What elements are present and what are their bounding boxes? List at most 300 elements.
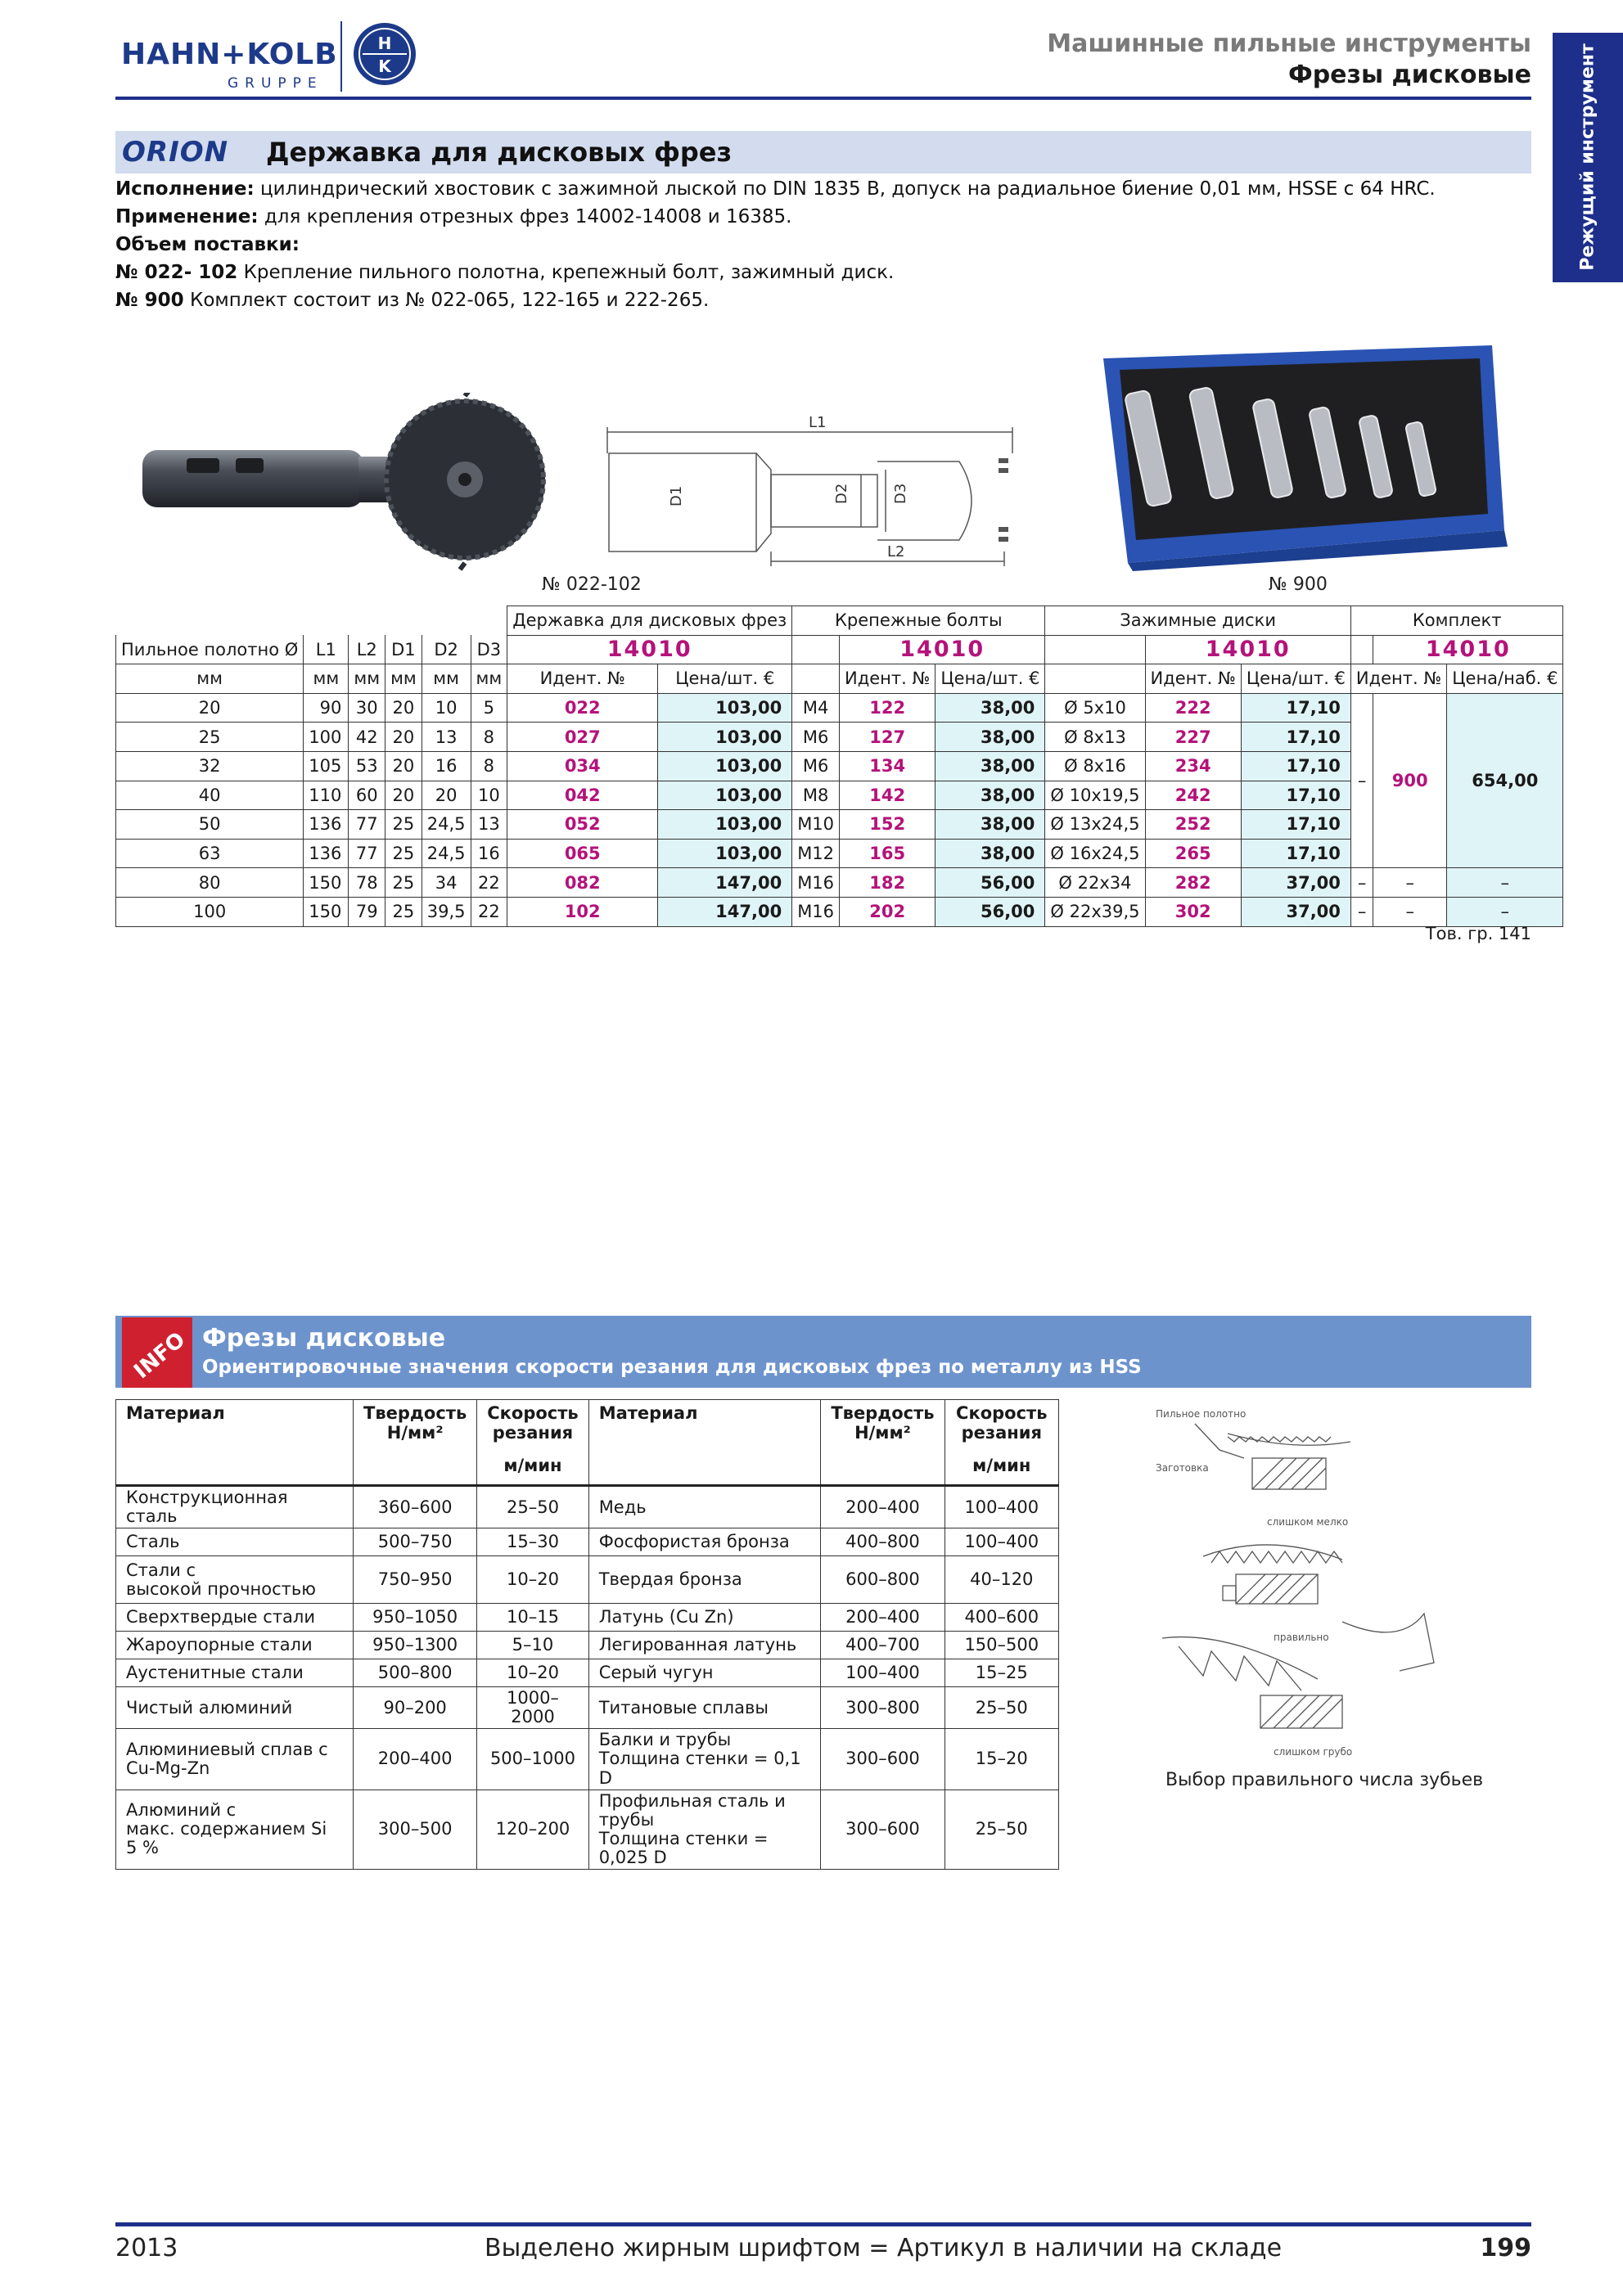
cell-holder-id[interactable]: 052	[507, 810, 658, 840]
product-title: Державка для дисковых фрез	[266, 137, 733, 168]
cell-set-price: –	[1447, 897, 1563, 926]
unit-cell: мм	[116, 664, 304, 694]
cell-d2: 24,5	[422, 810, 471, 840]
cell-hardness: 300–800	[821, 1687, 944, 1729]
unit-cell: мм	[349, 664, 385, 694]
cell-l1: 136	[304, 839, 349, 868]
cell-l2: 42	[349, 723, 385, 752]
cell-holder-price: 103,00	[658, 810, 792, 840]
desc-text: Крепление пильного полотна, крепежный болт, зажимный диск.	[237, 262, 895, 283]
cell-l1: 100	[304, 723, 349, 752]
group-set: Комплект	[1350, 606, 1562, 636]
cell-d3: 22	[471, 868, 507, 898]
svg-text:INFO: INFO	[129, 1327, 191, 1384]
svg-text:K: K	[378, 56, 391, 76]
subcategory-title: Фрезы дисковые	[1287, 61, 1531, 89]
cell-bolt: M8	[792, 781, 840, 810]
cell-bolt: M6	[792, 723, 840, 752]
cell-d2: 13	[422, 723, 471, 752]
cell-l2: 60	[349, 781, 385, 810]
table-row	[116, 868, 1563, 898]
cell-d1: 20	[385, 723, 422, 752]
header-speed	[477, 1400, 588, 1486]
table-row	[116, 781, 1563, 810]
cell-d1: 25	[385, 839, 422, 868]
cell-disc-price: 17,10	[1241, 751, 1350, 781]
cell-bolt-id[interactable]: 165	[840, 839, 935, 868]
speed-table-row	[116, 1604, 1059, 1632]
cell-holder-price: 147,00	[658, 868, 792, 898]
cell-dia: 50	[116, 810, 304, 840]
cell-disc: Ø 13x24,5	[1045, 810, 1145, 840]
cell-bolt-price: 38,00	[935, 810, 1045, 840]
caption-holder: № 022-102	[542, 574, 642, 595]
cell-d3: 16	[471, 839, 507, 868]
subheader-price: Цена/шт. €	[1241, 664, 1350, 694]
cell-speed: 120–200	[477, 1790, 588, 1869]
cell-speed: 1000–2000	[477, 1687, 588, 1729]
cell-speed: 150–500	[944, 1632, 1058, 1659]
cell-d3: 8	[471, 723, 507, 752]
speed-table-row	[116, 1632, 1059, 1659]
cell-material: Сверхтвердые стали	[116, 1604, 354, 1632]
cell-d3: 10	[471, 781, 507, 810]
cell-bolt: M16	[792, 897, 840, 926]
cell-speed: 40–120	[944, 1556, 1058, 1604]
blank-cell	[792, 664, 840, 694]
cell-hardness: 500–800	[354, 1659, 477, 1687]
product-group-note: Тов. гр. 141	[1425, 924, 1531, 943]
blank-cell	[792, 635, 840, 664]
cell-holder-id[interactable]: 065	[507, 839, 658, 868]
table-row	[116, 839, 1563, 868]
cell-l2: 30	[349, 693, 385, 723]
cell-d1: 25	[385, 868, 422, 898]
cell-bolt-id[interactable]: 182	[840, 868, 935, 898]
cell-bolt: M16	[792, 868, 840, 898]
cell-disc-price: 17,10	[1241, 781, 1350, 810]
cell-d2: 39,5	[422, 897, 471, 926]
speed-table-row	[116, 1687, 1059, 1729]
header-material: Материал	[588, 1400, 821, 1486]
cell-material: Алюминий с макс. содержанием Si 5 %	[116, 1790, 354, 1869]
cell-hardness: 300–600	[821, 1790, 944, 1869]
speed-table-row	[116, 1556, 1059, 1604]
dim-d2-label: D2	[833, 483, 850, 504]
cell-d1: 25	[385, 897, 422, 926]
cutting-speed-table	[115, 1399, 1059, 1870]
cell-hardness: 400–700	[821, 1632, 944, 1659]
cell-speed: 25–50	[477, 1486, 588, 1528]
dim-l1-label: L1	[809, 414, 827, 431]
blank-cell	[116, 606, 507, 636]
cell-disc: Ø 22x34	[1045, 868, 1145, 898]
unit-cell: мм	[471, 664, 507, 694]
cell-material: Латунь (Cu Zn)	[588, 1604, 821, 1632]
speed-table-row	[116, 1486, 1059, 1528]
subheader-price: Цена/шт. €	[935, 664, 1045, 694]
cell-hardness: 300–500	[354, 1790, 477, 1869]
cell-holder-price: 103,00	[658, 723, 792, 752]
cell-dia: 32	[116, 751, 304, 781]
label-too-fine: слишком мелко	[1267, 1516, 1349, 1528]
holder-photo	[138, 393, 579, 581]
cell-d2: 20	[422, 781, 471, 810]
subheader-ident: Идент. №	[507, 664, 658, 694]
cell-d3: 13	[471, 810, 507, 840]
header-l2: L2	[349, 635, 385, 664]
cell-set-dash: –	[1350, 868, 1373, 898]
desc-line-delivery	[115, 234, 300, 255]
cell-l1: 136	[304, 810, 349, 840]
table-code-row	[116, 635, 1563, 664]
cell-hardness: 750–950	[354, 1556, 477, 1604]
info-title: Фрезы дисковые	[202, 1324, 446, 1353]
cell-hardness: 950–1300	[354, 1632, 477, 1659]
cell-speed: 500–1000	[477, 1729, 588, 1790]
desc-label: № 022- 102	[115, 262, 238, 283]
cell-hardness: 600–800	[821, 1556, 944, 1604]
cell-set-id[interactable]: 900	[1373, 693, 1447, 868]
subheader-ident: Идент. №	[840, 664, 935, 694]
cell-material: Фосфористая бронза	[588, 1528, 821, 1556]
cell-disc-price: 17,10	[1241, 723, 1350, 752]
label-correct: правильно	[1274, 1632, 1329, 1643]
cell-speed: 10–20	[477, 1659, 588, 1687]
dim-l2-label: L2	[887, 543, 905, 560]
cell-dia: 80	[116, 868, 304, 898]
cell-material: Серый чугун	[588, 1659, 821, 1687]
cell-material: Жароупорные стали	[116, 1632, 354, 1659]
label-blade: Пильное полотно	[1156, 1408, 1247, 1420]
cell-dia: 20	[116, 693, 304, 723]
cell-disc: Ø 22x39,5	[1045, 897, 1145, 926]
header-speed-unit: м/мин	[972, 1456, 1031, 1475]
cell-material: Чистый алюминий	[116, 1687, 354, 1729]
desc-text: для крепления отрезных фрез 14002-14008 и 16385.	[258, 206, 792, 227]
info-badge-icon	[122, 1317, 192, 1388]
subheader-ident: Идент. №	[1145, 664, 1241, 694]
cell-bolt-price: 38,00	[935, 751, 1045, 781]
cell-material: Легированная латунь	[588, 1632, 821, 1659]
code-holder: 14010	[507, 635, 792, 664]
desc-label: Объем поставки:	[115, 234, 300, 255]
cell-hardness: 200–400	[354, 1729, 477, 1790]
cell-l2: 78	[349, 868, 385, 898]
svg-text:H: H	[377, 34, 392, 53]
header-l1: L1	[304, 635, 349, 664]
header-hardness-l2: Н/мм²	[854, 1423, 911, 1443]
cell-l1: 105	[304, 751, 349, 781]
cell-material: Сталь	[116, 1528, 354, 1556]
group-discs: Зажимные диски	[1045, 606, 1351, 636]
cell-disc-id[interactable]: 234	[1145, 751, 1241, 781]
cell-material: Конструкционная сталь	[116, 1486, 354, 1528]
holder-dimension-drawing	[599, 404, 1025, 568]
cell-dia: 25	[116, 723, 304, 752]
cell-disc-id[interactable]: 242	[1145, 781, 1241, 810]
code-discs: 14010	[1145, 635, 1350, 664]
cell-disc-id[interactable]: 282	[1145, 868, 1241, 898]
desc-line-execution	[115, 178, 1436, 200]
cell-hardness: 90–200	[354, 1687, 477, 1729]
cell-speed: 400–600	[944, 1604, 1058, 1632]
code-set: 14010	[1373, 635, 1563, 664]
cell-l2: 79	[349, 897, 385, 926]
header-d1: D1	[385, 635, 422, 664]
cell-bolt-price: 38,00	[935, 781, 1045, 810]
cell-speed: 100–400	[944, 1528, 1058, 1556]
cell-holder-id[interactable]: 102	[507, 897, 658, 926]
header-divider	[115, 97, 1531, 100]
brand-logo: ORION	[122, 136, 229, 169]
cell-dia: 40	[116, 781, 304, 810]
cell-disc-price: 17,10	[1241, 839, 1350, 868]
cell-disc-id[interactable]: 222	[1145, 693, 1241, 723]
subheader-price: Цена/шт. €	[658, 664, 792, 694]
desc-label: Исполнение:	[115, 178, 255, 200]
cell-l1: 90	[304, 693, 349, 723]
page-number: 199	[1480, 2234, 1531, 2262]
table-row	[116, 897, 1563, 926]
cell-d1: 20	[385, 751, 422, 781]
cell-disc-price: 17,10	[1241, 810, 1350, 840]
cell-hardness: 500–750	[354, 1528, 477, 1556]
cell-l1: 150	[304, 868, 349, 898]
cell-holder-id[interactable]: 027	[507, 723, 658, 752]
cell-disc-price: 17,10	[1241, 693, 1350, 723]
cell-material: Аустенитные стали	[116, 1659, 354, 1687]
cell-d2: 34	[422, 868, 471, 898]
cell-hardness: 200–400	[821, 1486, 944, 1528]
blank-cell	[1045, 635, 1145, 664]
info-subtitle: Ориентировочные значения скорости резания для дисковых фрез по металлу из HSS	[202, 1357, 1142, 1378]
header-hardness	[821, 1400, 944, 1486]
unit-cell: мм	[385, 664, 422, 694]
category-title: Машинные пильные инструменты	[1047, 29, 1531, 58]
header-speed-l2: резания	[961, 1423, 1042, 1443]
cell-holder-id[interactable]: 034	[507, 751, 658, 781]
cell-hardness: 200–400	[821, 1604, 944, 1632]
cell-bolt: M12	[792, 839, 840, 868]
tooth-selection-diagram	[1129, 1401, 1490, 1785]
cell-material: Медь	[588, 1486, 821, 1528]
cell-material: Балки и трубы Толщина стенки = 0,1 D	[588, 1729, 821, 1790]
cell-speed: 100–400	[944, 1486, 1058, 1528]
unit-cell: мм	[422, 664, 471, 694]
holder-price-table	[115, 606, 1563, 927]
dim-d1-label: D1	[668, 485, 685, 506]
cell-holder-id[interactable]: 042	[507, 781, 658, 810]
header-speed	[944, 1400, 1058, 1486]
cell-bolt-id[interactable]: 202	[840, 897, 935, 926]
section-side-tab[interactable]	[1553, 33, 1623, 282]
speed-table-row	[116, 1659, 1059, 1687]
logo-separator	[340, 21, 342, 92]
table-row	[116, 693, 1563, 723]
cell-speed: 5–10	[477, 1632, 588, 1659]
cell-bolt-id[interactable]: 142	[840, 781, 935, 810]
cell-d2: 16	[422, 751, 471, 781]
desc-line-set	[115, 290, 709, 311]
cell-d3: 5	[471, 693, 507, 723]
header-speed-l1: Скорость	[956, 1403, 1048, 1423]
cell-bolt-id[interactable]: 134	[840, 751, 935, 781]
footer-year: 2013	[115, 2234, 178, 2262]
cell-hardness: 360–600	[354, 1486, 477, 1528]
cell-material: Профильная сталь и трубы Толщина стенки = 0,025 D	[588, 1790, 821, 1869]
cell-holder-price: 103,00	[658, 751, 792, 781]
cell-bolt-price: 38,00	[935, 723, 1045, 752]
logo-wordmark: HAHN+KOLB	[121, 38, 338, 71]
cell-bolt-price: 56,00	[935, 897, 1045, 926]
cell-hardness: 400–800	[821, 1528, 944, 1556]
cell-l2: 53	[349, 751, 385, 781]
speed-table-body	[116, 1486, 1059, 1870]
cell-disc-id[interactable]: 252	[1145, 810, 1241, 840]
cell-disc-id[interactable]: 302	[1145, 897, 1241, 926]
cell-set-id: –	[1373, 868, 1447, 898]
cell-disc: Ø 8x13	[1045, 723, 1145, 752]
cell-holder-price: 147,00	[658, 897, 792, 926]
cell-d1: 20	[385, 781, 422, 810]
group-bolts: Крепежные болты	[792, 606, 1045, 636]
cell-l1: 150	[304, 897, 349, 926]
caption-set: № 900	[1269, 574, 1328, 595]
header-dia: Пильное полотно Ø	[116, 635, 304, 664]
cell-holder-id[interactable]: 022	[507, 693, 658, 723]
blank-cell	[1045, 664, 1145, 694]
cell-disc: Ø 5x10	[1045, 693, 1145, 723]
cell-speed: 15–20	[944, 1729, 1058, 1790]
cell-material: Твердая бронза	[588, 1556, 821, 1604]
set-case-photo	[1079, 326, 1521, 571]
cell-bolt-id[interactable]: 152	[840, 810, 935, 840]
footer-stock-note: Выделено жирным шрифтом = Артикул в наличии на складе	[485, 2234, 1283, 2262]
table-row	[116, 723, 1563, 752]
cell-hardness: 100–400	[821, 1659, 944, 1687]
cell-bolt-id[interactable]: 127	[840, 723, 935, 752]
header-d2: D2	[422, 635, 471, 664]
cell-bolt-id[interactable]: 122	[840, 693, 935, 723]
desc-line-application	[115, 206, 791, 227]
side-tab-label: Режущий инструмент	[1577, 43, 1598, 271]
cell-speed: 25–50	[944, 1687, 1058, 1729]
header-hardness-l2: Н/мм²	[386, 1423, 444, 1443]
desc-label: Применение:	[115, 206, 259, 227]
cell-l2: 77	[349, 839, 385, 868]
cell-l2: 77	[349, 810, 385, 840]
cell-disc-price: 37,00	[1241, 868, 1350, 898]
cell-bolt-price: 38,00	[935, 693, 1045, 723]
header-hardness	[354, 1400, 477, 1486]
cell-d2: 24,5	[422, 839, 471, 868]
speed-table-row	[116, 1729, 1059, 1790]
subheader-price-set: Цена/наб. €	[1447, 664, 1563, 694]
cell-disc-id[interactable]: 265	[1145, 839, 1241, 868]
cell-set-price: 654,00	[1447, 693, 1563, 868]
cell-material: Алюминиевый сплав с Cu-Mg-Zn	[116, 1729, 354, 1790]
unit-cell: мм	[304, 664, 349, 694]
cell-speed: 25–50	[944, 1790, 1058, 1869]
cell-holder-price: 103,00	[658, 693, 792, 723]
cell-d2: 10	[422, 693, 471, 723]
desc-text: цилиндрический хвостовик с зажимной лыской по DIN 1835 B, допуск на радиальное биение 0,01 мм, HSSE с 64 HRC.	[254, 178, 1436, 200]
desc-label: № 900	[115, 290, 184, 311]
group-holder: Державка для дисковых фрез	[507, 606, 792, 636]
cell-bolt-price: 38,00	[935, 839, 1045, 868]
cell-disc: Ø 8x16	[1045, 751, 1145, 781]
cell-material: Стали с высокой прочностью	[116, 1556, 354, 1604]
speed-table-row	[116, 1528, 1059, 1556]
cell-holder-price: 103,00	[658, 781, 792, 810]
cell-set-id: –	[1373, 897, 1447, 926]
subheader-ident: Идент. №	[1350, 664, 1446, 694]
company-logo	[121, 18, 416, 92]
cell-speed: 15–30	[477, 1528, 588, 1556]
dim-d3-label: D3	[892, 483, 909, 504]
cell-speed: 15–25	[944, 1659, 1058, 1687]
cell-holder-price: 103,00	[658, 839, 792, 868]
header-hardness-l1: Твердость	[831, 1403, 935, 1423]
cell-disc-price: 37,00	[1241, 897, 1350, 926]
speed-table-header	[116, 1400, 1059, 1486]
product-title-bar	[115, 131, 1531, 173]
table-group-header-row	[116, 606, 1563, 636]
table-row	[116, 810, 1563, 840]
cell-material: Титановые сплавы	[588, 1687, 821, 1729]
cell-disc: Ø 10x19,5	[1045, 781, 1145, 810]
cell-dia: 100	[116, 897, 304, 926]
cell-set-dash: –	[1350, 693, 1373, 868]
desc-text: Комплект состоит из № 022-065, 122-165 и 222-265.	[183, 290, 710, 311]
cell-d3: 8	[471, 751, 507, 781]
cell-hardness: 950–1050	[354, 1604, 477, 1632]
cell-bolt: M4	[792, 693, 840, 723]
label-workpiece: Заготовка	[1156, 1462, 1209, 1474]
cell-bolt: M10	[792, 810, 840, 840]
cell-l1: 110	[304, 781, 349, 810]
cell-set-price: –	[1447, 868, 1563, 898]
label-too-coarse: слишком грубо	[1274, 1746, 1353, 1758]
footer-divider	[115, 2222, 1531, 2226]
header-hardness-l1: Твердость	[363, 1403, 467, 1423]
blank-cell	[1350, 635, 1373, 664]
cell-d1: 20	[385, 693, 422, 723]
cell-bolt: M6	[792, 751, 840, 781]
cell-d1: 25	[385, 810, 422, 840]
diagram-caption: Выбор правильного числа зубьев	[1165, 1770, 1484, 1790]
table-unit-row	[116, 664, 1563, 694]
cell-disc-id[interactable]: 227	[1145, 723, 1241, 752]
header-speed-l2: резания	[492, 1423, 574, 1443]
table-row	[116, 751, 1563, 781]
logo-subtitle: GRUPPE	[228, 75, 323, 92]
cell-speed: 10–15	[477, 1604, 588, 1632]
cell-set-dash: –	[1350, 897, 1373, 926]
hk-badge-icon	[352, 21, 417, 87]
cell-holder-id[interactable]: 082	[507, 868, 658, 898]
cell-hardness: 300–600	[821, 1729, 944, 1790]
cell-dia: 63	[116, 839, 304, 868]
speed-table-row	[116, 1790, 1059, 1869]
cell-d3: 22	[471, 897, 507, 926]
cell-speed: 10–20	[477, 1556, 588, 1604]
header-speed-l1: Скорость	[487, 1403, 579, 1423]
desc-line-items	[115, 262, 894, 283]
cell-disc: Ø 16x24,5	[1045, 839, 1145, 868]
cell-bolt-price: 56,00	[935, 868, 1045, 898]
